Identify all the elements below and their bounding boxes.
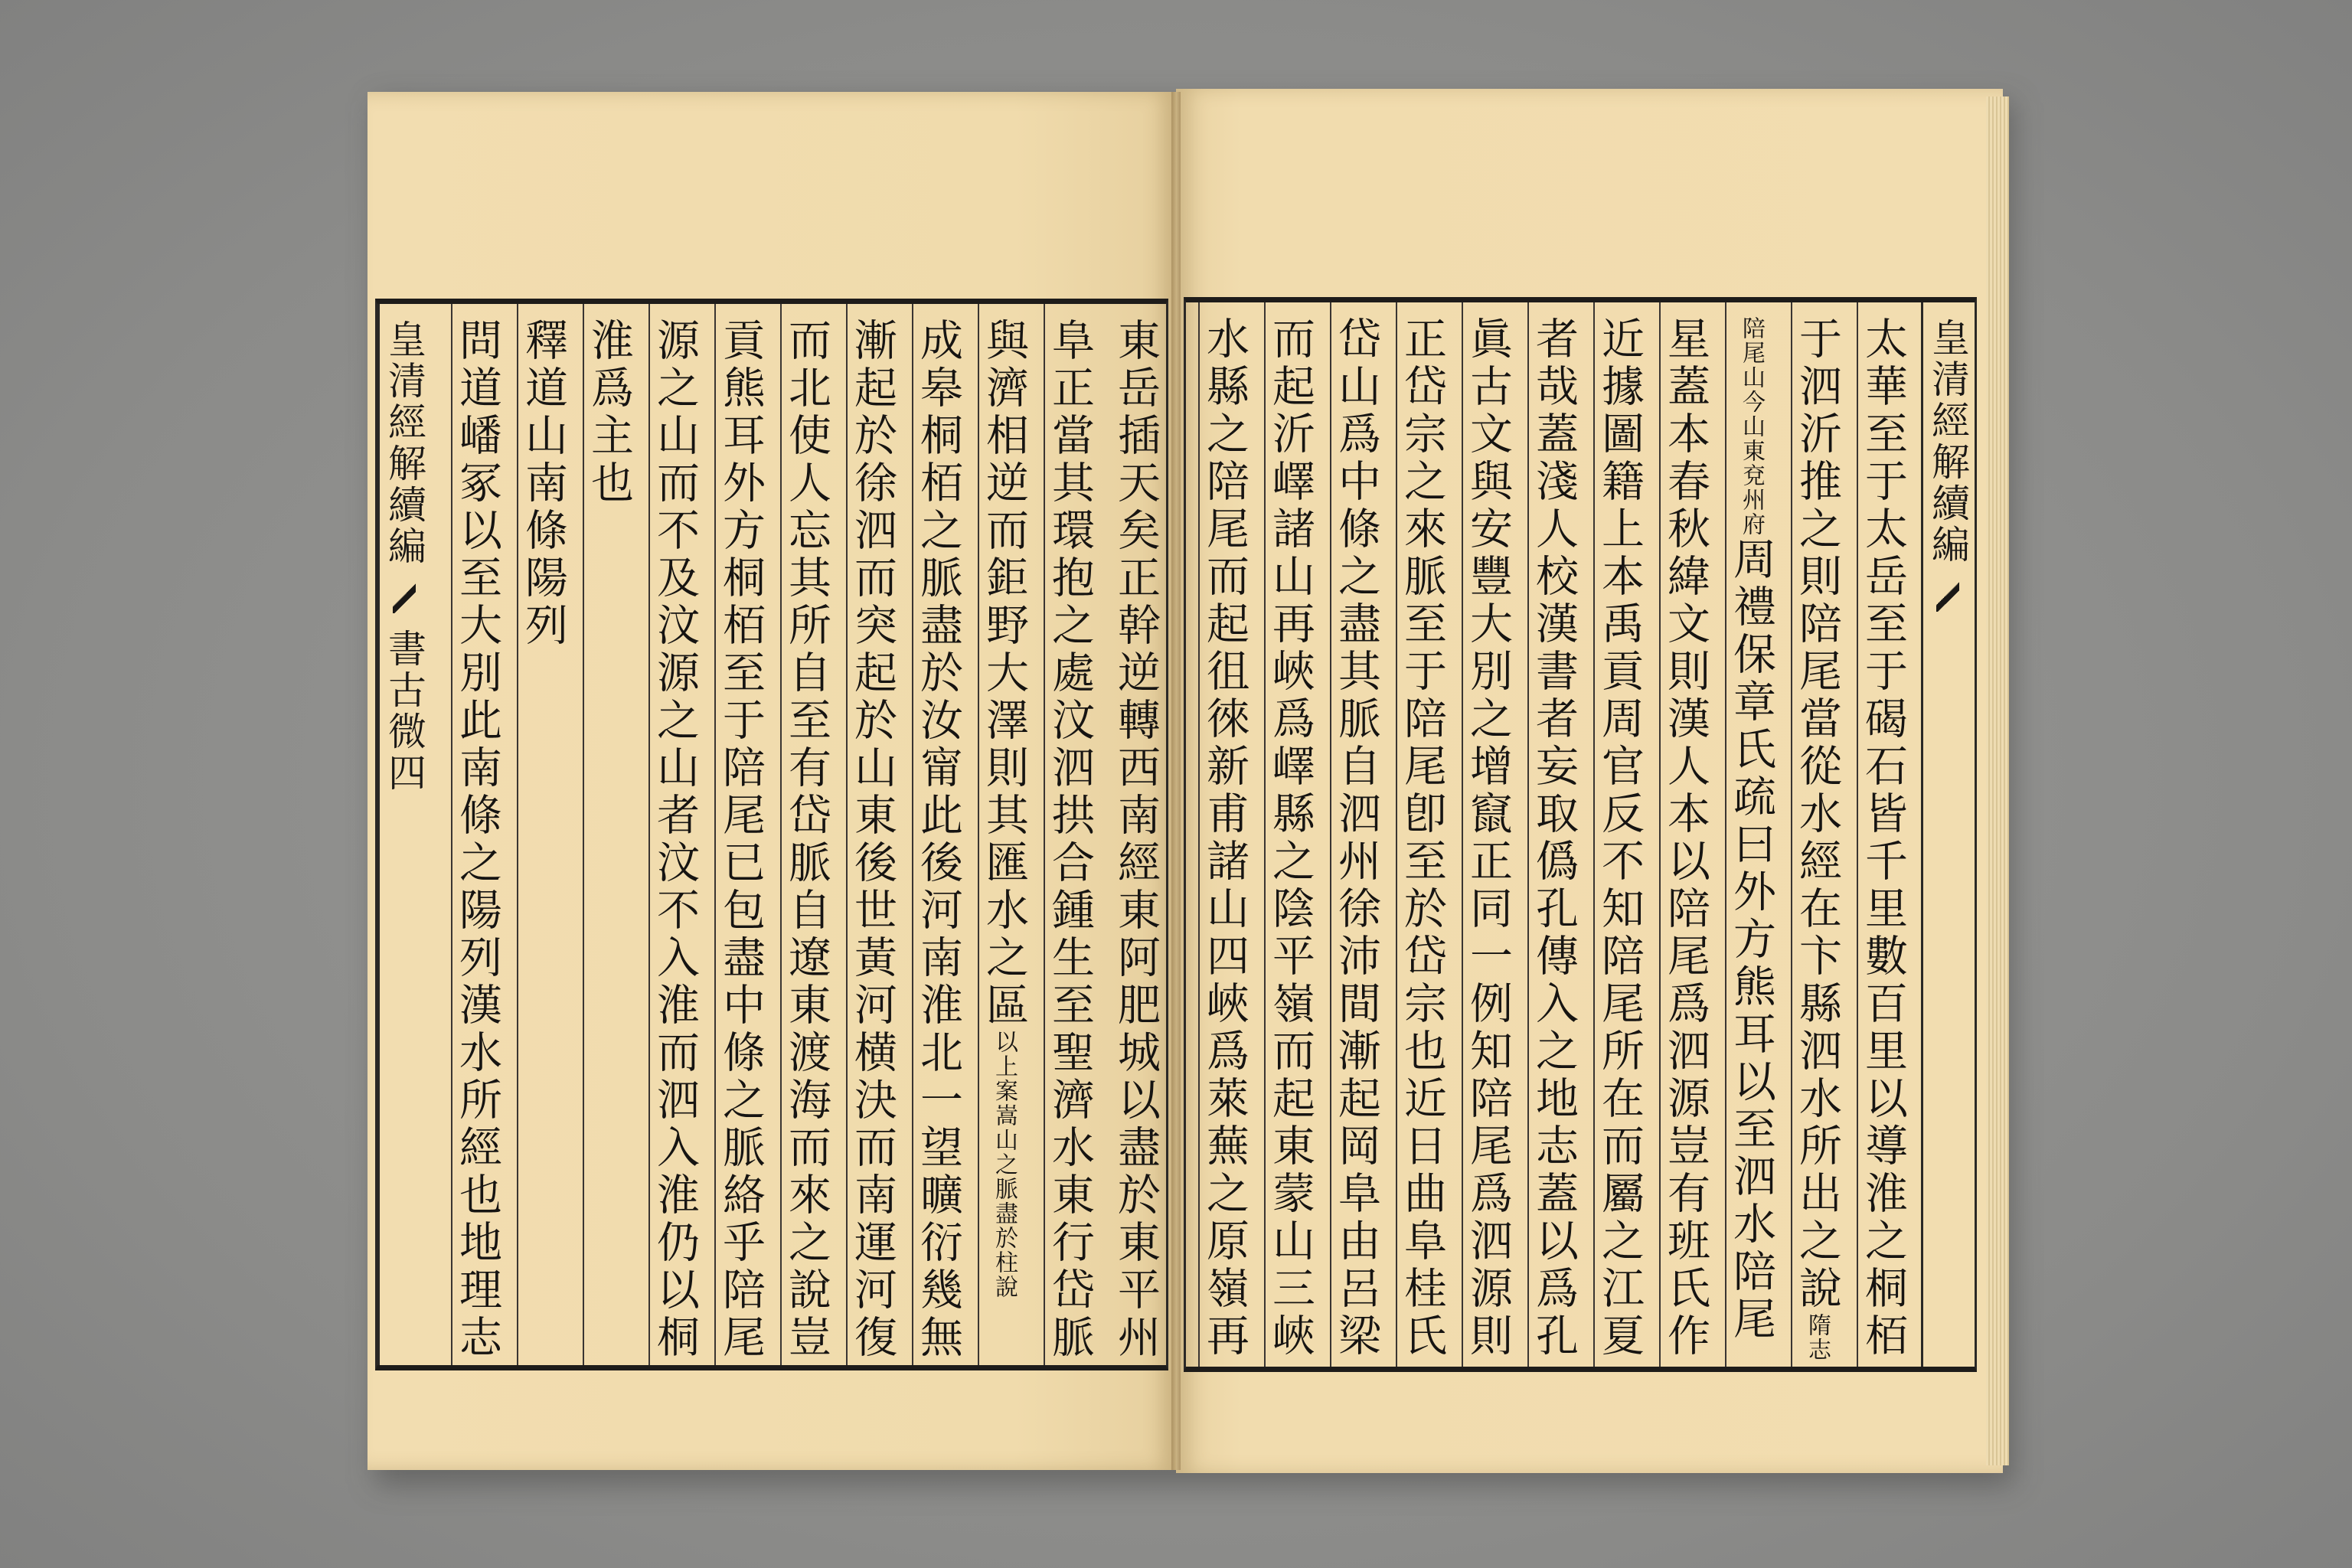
left-col-3-note: 以上案嵩山之脈盡於 bbox=[991, 1030, 1018, 1250]
left-col-3-note-label: 柱說 bbox=[991, 1250, 1018, 1299]
page-edges bbox=[1986, 96, 2009, 1465]
right-col-3 bbox=[1725, 302, 1777, 1367]
right-col-3-text: 周禮保章氏疏曰外方熊耳以至泗水陪尾 bbox=[1726, 537, 1776, 1344]
right-col-11: 水縣之陪尾而起徂徠新甫諸山四峽爲萊蕪之原嶺再 bbox=[1198, 302, 1250, 1367]
right-col-2-text: 于泗沂推之則陪尾當從水經在卞縣泗水所出之說 bbox=[1792, 316, 1842, 1313]
right-margin-label bbox=[1921, 302, 1975, 1367]
left-col-6: 而北使人忘其所自至有岱脈自遼東渡海而來之說豈 bbox=[780, 304, 832, 1365]
left-col-2: 阜正當其環抱之處汶泗拱合鍾生至聖濟水東行岱脈 bbox=[1044, 304, 1096, 1365]
right-margin-title: 皇清經解續編 bbox=[1926, 318, 1970, 566]
left-col-9: 淮爲主也 bbox=[583, 304, 635, 1365]
left-margin-label bbox=[377, 304, 431, 1365]
left-col-1: 東岳插天矣正幹逆轉西南經東阿肥城以盡於東平州 bbox=[1111, 318, 1161, 1362]
right-col-2 bbox=[1791, 302, 1843, 1367]
right-text-frame bbox=[1184, 297, 1977, 1372]
fish-tail-mark-right bbox=[1936, 581, 1959, 612]
left-margin-section: 書古微四 bbox=[382, 628, 426, 794]
right-col-3-note: 陪尾山今山東兗州府 bbox=[1738, 316, 1765, 537]
right-col-9: 岱山爲中條之盡其脈自泗州徐沛間漸起岡阜由呂梁 bbox=[1330, 302, 1382, 1367]
right-col-2-note: 隋志 bbox=[1804, 1313, 1831, 1362]
left-col-11: 問道嶓冢以至大別此南條之陽列漢水所經也地理志 bbox=[451, 304, 503, 1365]
right-col-10: 而起沂嶧諸山再峽爲嶧縣之陰平嶺而起東蒙山三峽 bbox=[1264, 302, 1316, 1367]
left-margin-title: 皇清經解續編 bbox=[382, 319, 426, 567]
fish-tail-mark bbox=[393, 583, 416, 613]
right-col-1: 太華至于太岳至于碣石皆千里數百里以導淮之桐栢 bbox=[1857, 302, 1909, 1367]
left-col-7: 貢熊耳外方桐栢至于陪尾已包盡中條之脈絡乎陪尾 bbox=[714, 304, 766, 1365]
left-col-3 bbox=[978, 304, 1030, 1365]
left-col-3-text: 與濟相逆而鉅野大澤則其匯水之區 bbox=[979, 318, 1029, 1030]
left-col-4: 成皋桐栢之脈盡於汝甯此後河南淮北一望曠衍幾無 bbox=[912, 304, 964, 1365]
right-col-8: 正岱宗之來脈至于陪尾卽至於岱宗也近日曲阜桂氏 bbox=[1396, 302, 1448, 1367]
right-col-4: 星蓋本春秋緯文則漢人本以陪尾爲泗源豈有班氏作 bbox=[1659, 302, 1711, 1367]
book-gutter bbox=[1171, 92, 1181, 1470]
left-col-5: 漸起於徐泗而突起於山東後世黃河横決而南運河復 bbox=[846, 304, 898, 1365]
left-text-frame bbox=[375, 299, 1168, 1370]
left-col-8: 源之山而不及汶源之山者汶不入淮而泗入淮仍以桐 bbox=[648, 304, 701, 1365]
left-col-10: 釋道山南條陽列 bbox=[517, 304, 569, 1365]
right-col-7: 眞古文與安豐大別之增竄正同一例知陪尾爲泗源則 bbox=[1462, 302, 1514, 1367]
right-col-5: 近據圖籍上本禹貢周官反不知陪尾所在而屬之江夏 bbox=[1593, 302, 1645, 1367]
right-col-6: 者哉蓋淺人校漢書者妄取僞孔傳入之地志蓋以爲孔 bbox=[1527, 302, 1579, 1367]
